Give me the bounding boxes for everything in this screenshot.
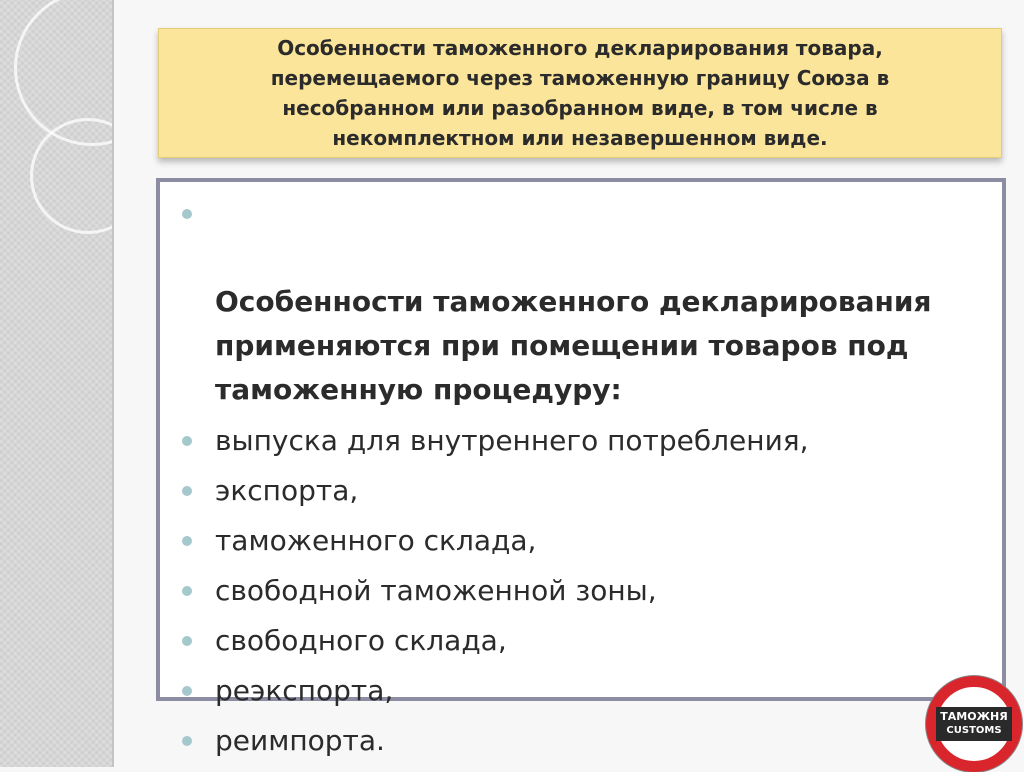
list-item-text: реэкспорта, — [215, 674, 394, 707]
bullet-dot-icon — [182, 586, 192, 596]
list-item — [182, 666, 982, 716]
bullet-dot-icon — [182, 436, 192, 446]
list-item — [182, 566, 982, 616]
customs-sign-bar — [936, 707, 1012, 741]
list-item-text: экспорта, — [215, 474, 359, 507]
bullet-dot-icon — [182, 736, 192, 746]
slide-title: Особенности таможенного декларирования товара, перемещаемого через таможенную границу Союза в несобранном или разобранном виде, в том числе в некомплектном или незавершенном виде. — [270, 36, 890, 150]
list-item-text: свободной таможенной зоны, — [215, 574, 657, 607]
list-item — [182, 466, 982, 516]
customs-sign-line2: CUSTOMS — [946, 725, 1002, 736]
customs-sign-icon — [926, 676, 1022, 772]
bullet-dot-icon — [182, 536, 192, 546]
list-item — [182, 516, 982, 566]
decorative-ring — [30, 118, 112, 234]
customs-sign-line1: ТАМОЖНЯ — [940, 710, 1008, 723]
bullet-dot-icon — [182, 686, 192, 696]
list-item-text: выпуска для внутреннего потребления, — [215, 424, 809, 457]
band-divider — [112, 0, 114, 767]
bullet-dot-icon — [182, 486, 192, 496]
bullet-dot-icon — [182, 209, 192, 219]
decorative-side-band — [0, 0, 112, 767]
list-item-text: свободного склада, — [215, 624, 507, 657]
bullet-list — [182, 192, 982, 766]
list-item-text: таможенного склада, — [215, 524, 537, 557]
list-item — [182, 416, 982, 466]
list-item — [182, 716, 982, 766]
list-item — [182, 616, 982, 666]
list-item-text: реимпорта. — [215, 724, 385, 757]
slide-title-box — [158, 28, 1002, 158]
lead-bullet — [182, 192, 982, 412]
bullet-dot-icon — [182, 636, 192, 646]
lead-bullet-text: Особенности таможенного декларирования применяются при помещении товаров под таможенную процедуру: — [215, 285, 932, 406]
